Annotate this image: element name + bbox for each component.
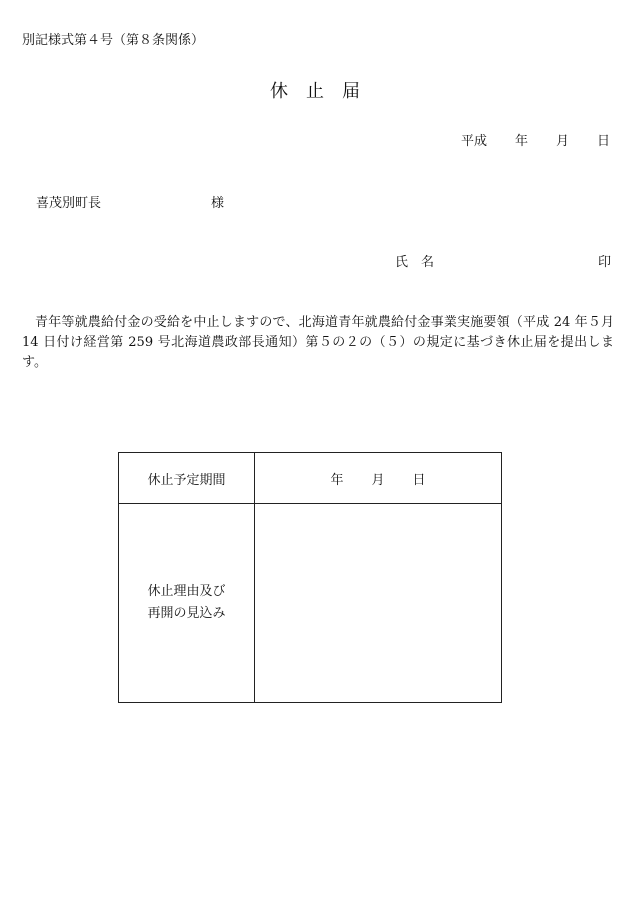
- date-month: 月: [555, 134, 569, 149]
- form-number: 別記様式第４号（第８条関係）: [22, 33, 205, 48]
- date-day: 日: [596, 134, 610, 149]
- date-era: 平成: [460, 134, 487, 149]
- reason-label-line2: 再開の見込み: [147, 606, 226, 621]
- addressee: [36, 192, 224, 211]
- document-title: 休 止 届: [270, 81, 360, 102]
- table-row-reason: [119, 504, 502, 703]
- period-value[interactable]: [255, 453, 502, 504]
- date-year: 年: [514, 134, 528, 149]
- reason-label: [119, 504, 255, 703]
- period-day: 日: [412, 472, 426, 488]
- period-label: 休止予定期間: [119, 453, 255, 504]
- suspension-table: [118, 452, 502, 703]
- seal-mark: 印: [597, 255, 611, 270]
- name-label: 氏 名: [395, 255, 435, 270]
- date-line: [461, 130, 610, 149]
- addressee-name: 喜茂別町長: [36, 196, 102, 211]
- period-year: 年: [330, 472, 344, 488]
- period-month: 月: [371, 472, 385, 488]
- table-row-period: [119, 453, 502, 504]
- reason-value[interactable]: [255, 504, 502, 703]
- body-text: 青年等就農給付金の受給を中止しますので、北海道青年就農給付金事業実施要領（平成 24 年５月 14 日付け経営第 259 号北海道農政部長通知）第５の２の（５）の規定に基づき休止届を提出します。: [22, 315, 614, 370]
- reason-label-line1: 休止理由及び: [147, 584, 226, 599]
- addressee-honorific: 様: [211, 196, 225, 211]
- applicant-name-line: [395, 251, 611, 270]
